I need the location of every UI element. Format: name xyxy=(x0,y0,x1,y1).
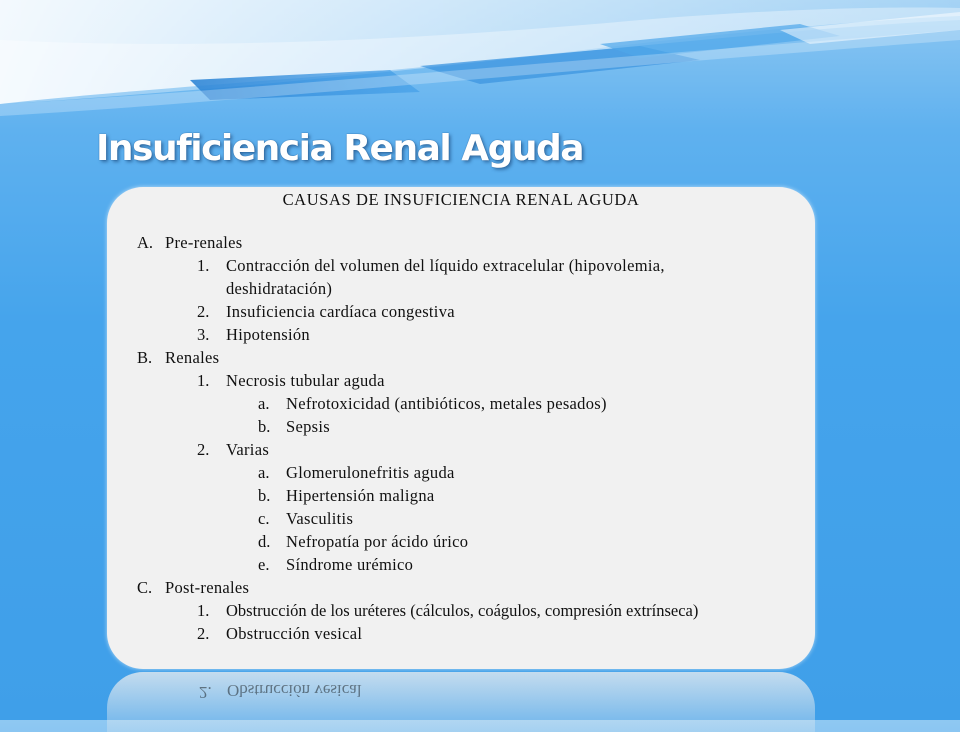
sub-list-item: Sepsis xyxy=(286,417,330,436)
sub-list-item: Vasculitis xyxy=(286,509,354,528)
table-heading: CAUSAS DE INSUFICIENCIA RENAL AGUDA xyxy=(282,190,640,209)
causes-table xyxy=(107,187,815,669)
item-marker: 1. xyxy=(197,371,210,390)
reflection-text: Obstrucción vesical xyxy=(227,681,362,700)
panel-reflection xyxy=(107,672,815,732)
section-label-pre-renales: Pre-renales xyxy=(165,233,243,252)
sub-list-item: Nefropatía por ácido úrico xyxy=(286,532,469,551)
section-marker: C. xyxy=(137,578,153,597)
item-marker: 2. xyxy=(197,302,210,321)
list-item: Varias xyxy=(226,440,270,459)
subitem-marker: a. xyxy=(258,463,270,482)
item-marker: 1. xyxy=(197,256,210,275)
list-item: Obstrucción vesical xyxy=(226,624,363,643)
subitem-marker: d. xyxy=(258,532,271,551)
sub-list-item: Glomerulonefritis aguda xyxy=(286,463,455,482)
list-item-continuation: deshidratación) xyxy=(226,279,333,298)
item-marker: 2. xyxy=(197,624,210,643)
section-marker: A. xyxy=(137,233,154,252)
subitem-marker: b. xyxy=(258,486,271,505)
list-item: Hipotensión xyxy=(226,325,310,344)
item-marker: 3. xyxy=(197,325,210,344)
header-wave-decoration xyxy=(0,0,960,140)
section-label-post-renales: Post-renales xyxy=(165,578,250,597)
list-item: Obstrucción de los uréteres (cálculos, coágulos, compresión extrínseca) xyxy=(226,601,699,620)
sub-list-item: Nefrotoxicidad (antibióticos, metales pesados) xyxy=(286,394,607,413)
sub-list-item: Síndrome urémico xyxy=(286,555,414,574)
subitem-marker: e. xyxy=(258,555,270,574)
item-marker: 2. xyxy=(197,440,210,459)
list-item: Insuficiencia cardíaca congestiva xyxy=(226,302,455,321)
reflection-marker: 2. xyxy=(199,683,212,702)
list-item: Necrosis tubular aguda xyxy=(226,371,385,390)
sub-list-item: Hipertensión maligna xyxy=(286,486,435,505)
item-marker: 1. xyxy=(197,601,210,620)
section-marker: B. xyxy=(137,348,153,367)
subitem-marker: c. xyxy=(258,509,270,528)
subitem-marker: b. xyxy=(258,417,271,436)
subitem-marker: a. xyxy=(258,394,270,413)
section-label-renales: Renales xyxy=(165,348,220,367)
list-item: Contracción del volumen del líquido extracelular (hipovolemia, xyxy=(226,256,665,275)
slide-title: Insuficiencia Renal Aguda xyxy=(96,128,584,169)
